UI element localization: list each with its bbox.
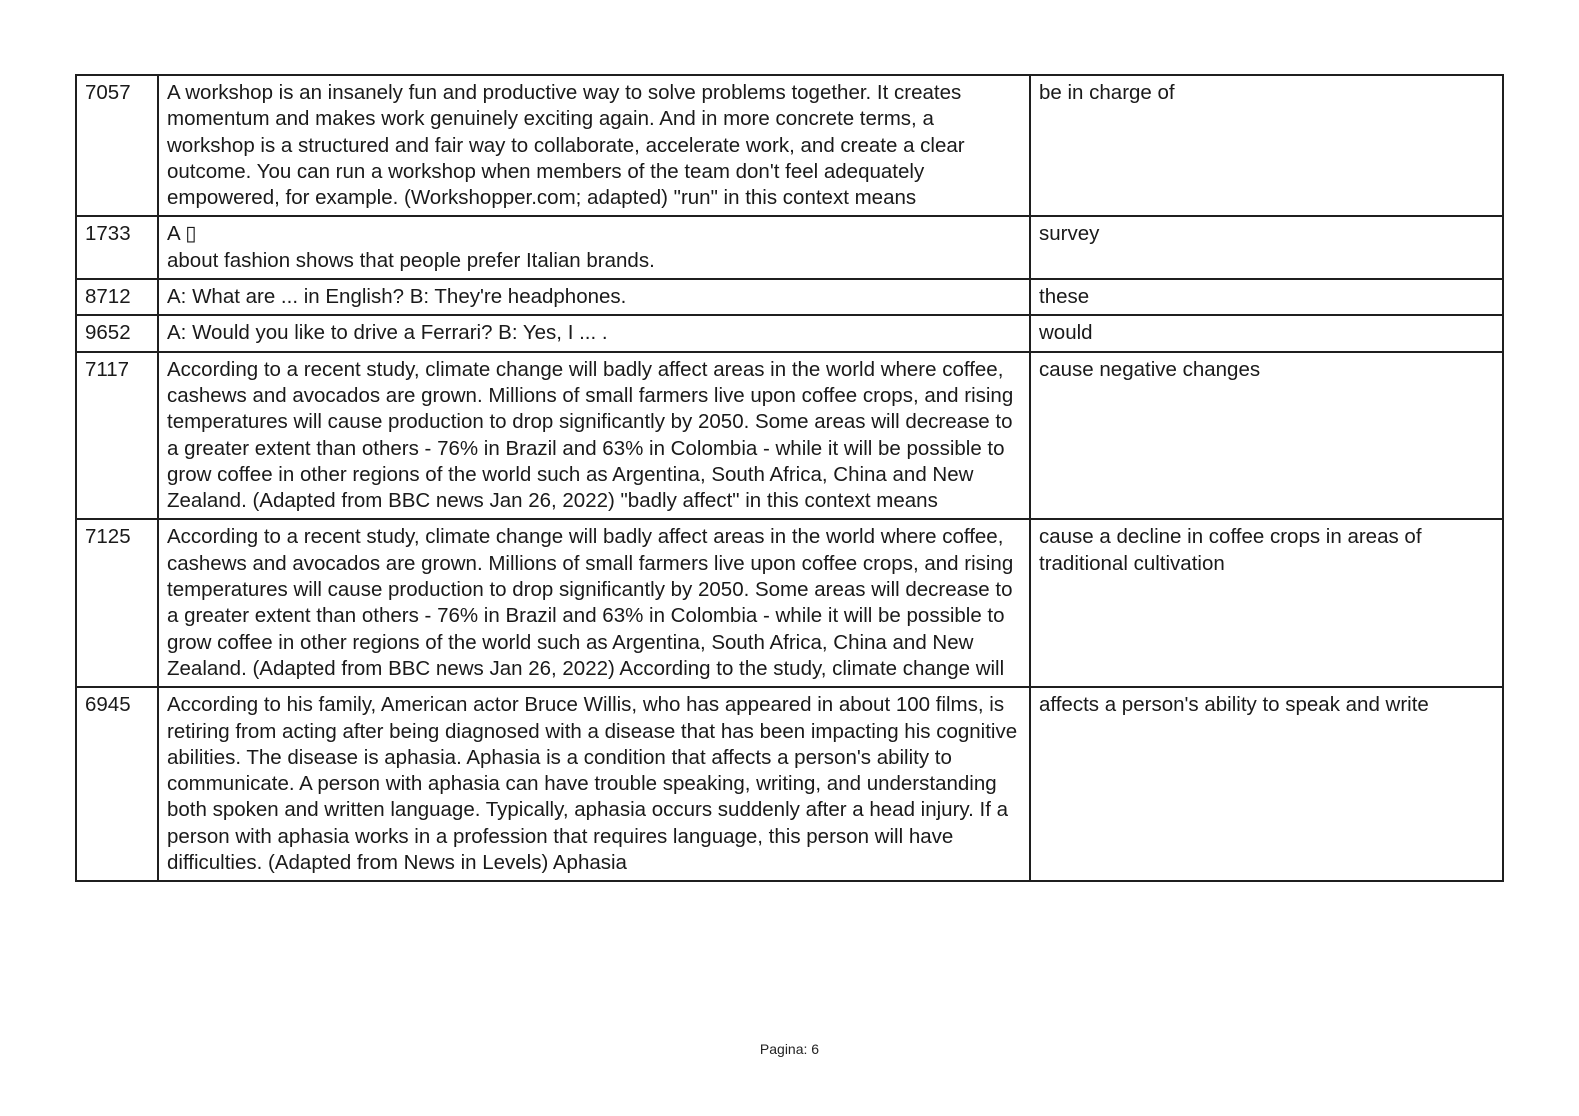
question-text-cell: According to a recent study, climate change will badly affect areas in the world where coffee, cashews and avocados are grown. Millions of small farmers live upon coffee crops, and rising temperatures will cause production to drop significantly by 2050. Some areas will decrease to a greater extent than others - 76% in Brazil and 63% in Colombia - while it will be possible to grow coffee in other regions of the world such as Argentina, South Africa, China and New Zealand. (Adapted from BBC news Jan 26, 2022) "badly affect" in this context means xyxy=(158,352,1030,520)
question-text-cell: According to his family, American actor Bruce Willis, who has appeared in about 100 films, is retiring from acting after being diagnosed with a disease that has been impacting his cognitive abilities. The disease is aphasia. Aphasia is a condition that affects a person's ability to communicate. A person with aphasia can have trouble speaking, writing, and understanding both spoken and written language. Typically, aphasia occurs suddenly after a head injury. If a person with aphasia works in a profession that requires language, this person will have difficulties. (Adapted from News in Levels) Aphasia xyxy=(158,687,1030,881)
question-id-cell: 7057 xyxy=(76,75,158,216)
table-row xyxy=(76,519,1503,687)
answer-cell: be in charge of xyxy=(1030,75,1503,216)
answer-cell: these xyxy=(1030,279,1503,315)
question-text-cell: A workshop is an insanely fun and productive way to solve problems together. It creates momentum and makes work genuinely exciting again. And in more concrete terms, a workshop is a structured and fair way to collaborate, accelerate work, and create a clear outcome. You can run a workshop when members of the team don't feel adequately empowered, for example. (Workshopper.com; adapted) "run" in this context means xyxy=(158,75,1030,216)
table-row xyxy=(76,75,1503,216)
table-row xyxy=(76,315,1503,351)
page-number-footer: Pagina: 6 xyxy=(759,1041,820,1057)
question-text-cell: A: What are ... in English? B: They're headphones. xyxy=(158,279,1030,315)
question-answer-table xyxy=(75,74,1504,882)
question-id-cell: 9652 xyxy=(76,315,158,351)
question-id-cell: 8712 xyxy=(76,279,158,315)
answer-cell: cause negative changes xyxy=(1030,352,1503,520)
question-id-cell: 7125 xyxy=(76,519,158,687)
table-row xyxy=(76,279,1503,315)
table-row xyxy=(76,352,1503,520)
answer-cell: would xyxy=(1030,315,1503,351)
question-id-cell: 7117 xyxy=(76,352,158,520)
question-text-cell: According to a recent study, climate change will badly affect areas in the world where coffee, cashews and avocados are grown. Millions of small farmers live upon coffee crops, and rising temperatures will cause production to drop significantly by 2050. Some areas will decrease to a greater extent than others - 76% in Brazil and 63% in Colombia - while it will be possible to grow coffee in other regions of the world such as Argentina, South Africa, China and New Zealand. (Adapted from BBC news Jan 26, 2022) According to the study, climate change will xyxy=(158,519,1030,687)
question-text-cell: A: Would you like to drive a Ferrari? B: Yes, I ... . xyxy=(158,315,1030,351)
answer-cell: survey xyxy=(1030,216,1503,279)
question-text-cell: A ▯ about fashion shows that people prefer Italian brands. xyxy=(158,216,1030,279)
question-id-cell: 6945 xyxy=(76,687,158,881)
question-id-cell: 1733 xyxy=(76,216,158,279)
answer-cell: affects a person's ability to speak and write xyxy=(1030,687,1503,881)
table-row xyxy=(76,687,1503,881)
table-row xyxy=(76,216,1503,279)
answer-cell: cause a decline in coffee crops in areas of traditional cultivation xyxy=(1030,519,1503,687)
